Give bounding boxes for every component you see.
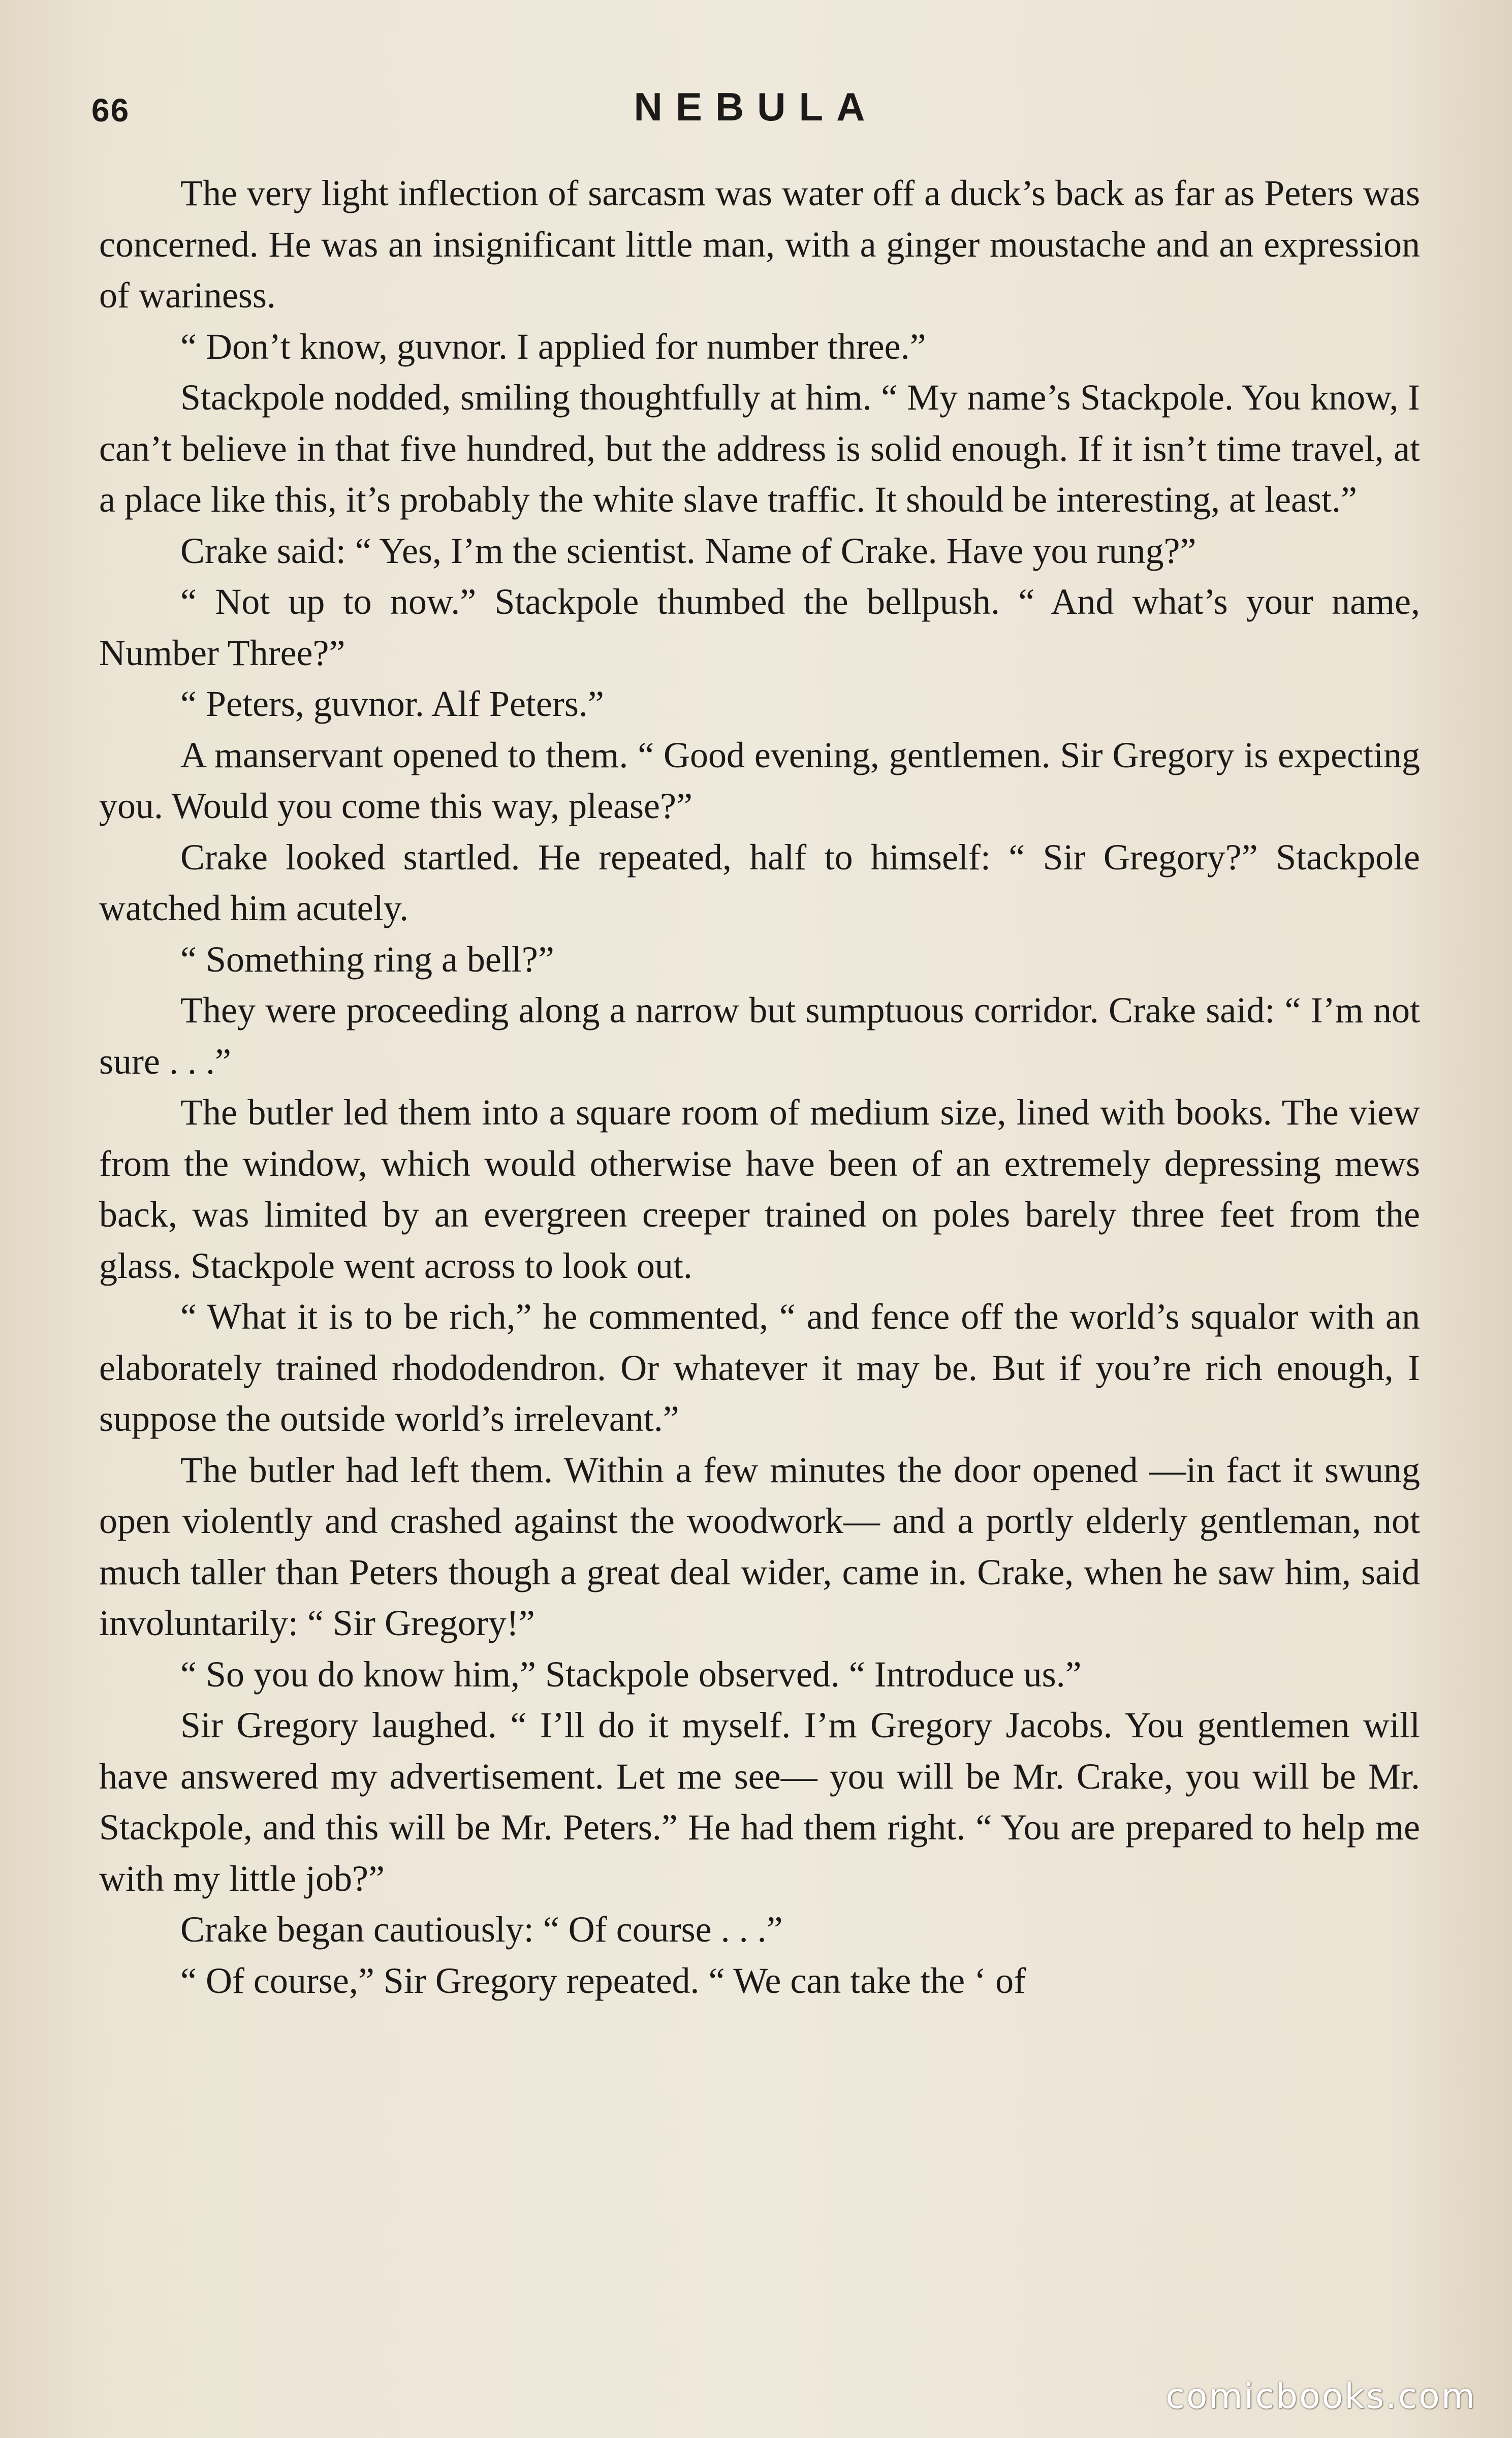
- paragraph: “ Something ring a bell?”: [180, 939, 554, 980]
- paragraph: Crake looked startled. He repeated, half to himself: “ Sir Gregory?” Stackpole watched him acutely.: [99, 836, 1420, 928]
- story-text: [99, 168, 1420, 2006]
- paragraph: “ Peters, guvnor. Alf Peters.”: [180, 683, 604, 724]
- paragraph: They were proceeding along a narrow but sumptuous corridor. Crake said: “ I’m not sure . . .”: [99, 990, 1420, 1082]
- page-number: 66: [91, 92, 130, 129]
- paragraph: The butler led them into a square room of medium size, lined with books. The view from the window, which would otherwise have been of an extremely depressing mews back, was limited by an evergreen creeper trained on poles barely three feet from the glass. Stackpole went across to look out.: [99, 1092, 1420, 1286]
- paragraph: “ So you do know him,” Stackpole observed. “ Introduce us.”: [180, 1653, 1082, 1695]
- paragraph: Crake began cautiously: “ Of course . . .”: [180, 1909, 783, 1950]
- paragraph: Crake said: “ Yes, I’m the scientist. Name of Crake. Have you rung?”: [180, 530, 1196, 571]
- paragraph: “ Not up to now.” Stackpole thumbed the bellpush. “ And what’s your name, Number Three?”: [99, 581, 1420, 673]
- paragraph: The very light inflection of sarcasm was water off a duck’s back as far as Peters was concerned. He was an insignificant little man, with a ginger moustache and an expression of wariness.: [99, 173, 1420, 316]
- magazine-title: NEBULA: [634, 84, 878, 129]
- watermark: comicbooks.com: [1166, 2377, 1476, 2417]
- paragraph: “ Don’t know, guvnor. I applied for number three.”: [180, 326, 926, 367]
- paragraph: Sir Gregory laughed. “ I’ll do it myself. I’m Gregory Jacobs. You gentlemen will have answered my advertisement. Let me see— you will be Mr. Crake, you will be Mr. Stackpole, and this will be Mr. Peters.” He had them right. “ You are prepared to help me with my little job?”: [99, 1705, 1420, 1899]
- running-head: [0, 76, 1512, 137]
- paragraph: The butler had left them. Within a few minutes the door opened —in fact it swung open violently and crashed against the woodwork— and a portly elderly gentleman, not much taller than Peters though a great deal wider, came in. Crake, when he saw him, said involuntarily: “ Sir Gregory!”: [99, 1449, 1420, 1643]
- paragraph: Stackpole nodded, smiling thoughtfully at him. “ My name’s Stackpole. You know, I can’t believe in that five hundred, but the address is solid enough. If it isn’t time travel, at a place like this, it’s probably the white slave traffic. It should be interesting, at least.”: [99, 377, 1420, 520]
- paragraph: “ What it is to be rich,” he commented, “ and fence off the world’s squalor with an elaborately trained rhododendron. Or whatever it may be. But if you’re rich enough, I suppose the outside world’s irrelevant.”: [99, 1296, 1420, 1439]
- paragraph: “ Of course,” Sir Gregory repeated. “ We can take the ‘ of: [180, 1960, 1026, 2001]
- paragraph: A manservant opened to them. “ Good evening, gentlemen. Sir Gregory is expecting you. Would you come this way, please?”: [99, 734, 1420, 826]
